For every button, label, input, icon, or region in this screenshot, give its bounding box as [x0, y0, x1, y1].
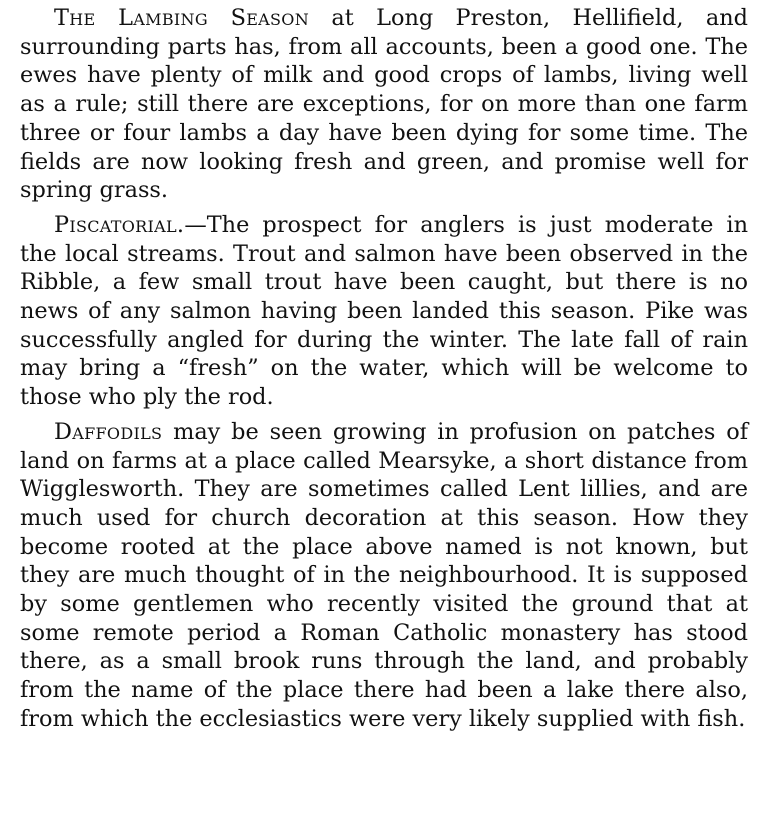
- paragraph-piscatorial: [20, 211, 748, 412]
- news-column: [20, 4, 748, 734]
- paragraph-body-lambing-season: at Long Preston, Hellifield, and surrounding parts has, from all accounts, been a good one. The ewes have plenty of milk and good crops of lambs, living well as a rule; still there are exceptions, for on more than one farm three or four lambs a day have been dying for some time. The fields are now looking fresh and green, and promise well for spring grass.: [20, 5, 748, 204]
- paragraph-body-daffodils: may be seen growing in profusion on patches of land on farms at a place called Mearsyke, a short distance from Wigglesworth. They are sometimes called Lent lillies, and are much used for church decoration at this season. How they become rooted at the place above named is not known, but they are much thought of in the neighbourhood. It is supposed by some gentlemen who recently visited the ground that at some remote period a Roman Catholic monastery has stood there, as a small brook runs through the land, and probably from the name of the place there had been a lake there also, from which the ecclesiastics were very likely supplied with fish.: [20, 418, 748, 732]
- paragraph-daffodils: [20, 418, 748, 734]
- paragraph-lambing-season: [20, 4, 748, 205]
- lead-words-piscatorial: Piscatorial.: [54, 211, 185, 238]
- paragraph-body-piscatorial: —The prospect for anglers is just moderate in the local streams. Trout and salmon have been observed in the Ribble, a few small trout have been caught, but there is no news of any salmon having been landed this season. Pike was successfully angled for during the winter. The late fall of rain may bring a “fresh” on the water, which will be welcome to those who ply the rod.: [20, 211, 748, 411]
- lead-words-daffodils: Daffodils: [54, 418, 163, 445]
- lead-words-lambing-season: The Lambing Season: [54, 5, 310, 31]
